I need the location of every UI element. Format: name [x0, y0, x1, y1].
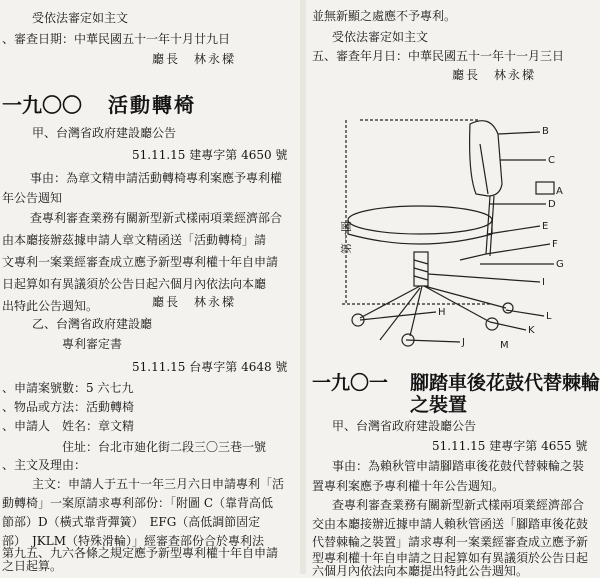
right-notice-title: 甲、台灣省政府建設廳公告 — [332, 419, 477, 433]
fig-label: J — [462, 337, 465, 348]
right-signature: 廳長 林永樑 — [452, 68, 537, 82]
patent-number-1900: 一九〇〇 — [2, 93, 82, 117]
right-body-line: 型專利權十年自申請之日起算如有異議須於公告日起 — [312, 551, 589, 565]
left-line-2: 、審查日期：中華民國五十一年十月廿九日 — [2, 32, 231, 46]
right-body-line: 六個月內依法向本廳提出特此公告週知。 — [312, 564, 529, 578]
patent-title-1901-line1: 腳踏車後花鼓代替棘輪 — [410, 372, 600, 394]
page-gutter — [300, 0, 306, 574]
item-decision: 、主文及理由： — [2, 458, 87, 472]
fig-label: D — [548, 199, 556, 210]
item-article: 、物品或方法：活動轉椅 — [2, 400, 135, 414]
right-body-line: 交由本廳接辦近據申請人賴秋管函送「腳踏車後花鼓 — [312, 517, 589, 531]
fig-label: B — [542, 126, 549, 137]
fig-label: C — [548, 155, 555, 166]
patent-title-1901-line2: 之裝置 — [410, 394, 468, 416]
left-signature-1: 廳長 林永樑 — [152, 52, 237, 66]
fig-vertical-label: 第一圖 — [340, 221, 353, 254]
fig-label: K — [528, 325, 535, 336]
fig-label: H — [438, 307, 446, 318]
notice1-ref: 51.11.15 建專字第 4650 號 — [132, 148, 288, 162]
right-body-line: 代替棘輪之裝置」請求專利一案業經審查成立應予新 — [312, 535, 589, 549]
swivel-chair-figure — [340, 104, 592, 350]
notice2-title: 乙、台灣省政府建設廳 — [32, 317, 153, 331]
notice1-title: 甲、台灣省政府建設廳公告 — [32, 126, 177, 140]
patent-number-1901: 一九〇一 — [312, 372, 389, 394]
fig-label: E — [542, 221, 549, 232]
notice2-ref: 51.11.15 台專字第 4648 號 — [132, 360, 288, 374]
right-subject-1: 事由：為賴秋管申請腳踏車後花鼓代替棘輪之裝 — [332, 459, 585, 473]
right-notice-ref: 51.11.15 建專字第 4655 號 — [432, 439, 588, 453]
item-applicant: 、申請人 姓名：章文精 — [2, 419, 135, 433]
notice1-body-line: 由本廳接辦茲據申請人章文精函送「活動轉椅」請 — [2, 233, 267, 247]
notice2-subtitle: 專利審定書 — [62, 337, 123, 351]
fig-label: L — [546, 311, 552, 322]
fig-label: A — [556, 186, 563, 197]
item-address: 住址：台北市廸化街二段三〇三巷一號 — [62, 440, 267, 454]
fig-label: M — [500, 340, 509, 350]
notice1-subject-2: 年公告週知 — [2, 191, 63, 205]
patent-title-1900: 活動轉椅 — [108, 93, 196, 117]
reason-line: 主文：申請人于五十一年三月六日申請專利「活 — [32, 477, 285, 491]
reason-line: 之日起算。 — [2, 559, 63, 573]
reason-line: 動轉椅」一案原請求專利部份：「附圖 C（靠背高低 — [2, 496, 273, 510]
fig-label: I — [542, 277, 545, 288]
right-line-3: 五、審查年月日：中華民國五十一年十一月三日 — [312, 49, 565, 63]
notice1-body-line: 出特此公告週知。 — [2, 299, 99, 313]
left-signature-2: 廳長 林永樑 — [152, 295, 237, 309]
right-line-1: 並無新顯之處應不予專利。 — [312, 9, 457, 23]
notice1-subject-1: 事由：為章文精申請活動轉椅專利案應予專利權 — [30, 171, 283, 185]
reason-line: 部） JKLM（特殊滑輪）」經審查部份合於專利法 — [2, 534, 265, 548]
right-line-2: 受依法審定如主文 — [332, 30, 429, 44]
right-body-line: 查專利審查業務有關新型新式樣兩項業經濟部合 — [332, 498, 585, 512]
item-application-number: 、申請案號數：5 六七九 — [2, 381, 134, 395]
chair-drawing — [340, 104, 592, 350]
fig-label: G — [556, 259, 564, 270]
left-line-1: 受依法審定如主文 — [32, 11, 129, 25]
notice1-body-line: 日起算如有異議須於公告日起六個月內依法向本廳 — [2, 277, 267, 291]
right-subject-2: 置專利案應予專利權十年公告週知。 — [312, 479, 505, 493]
notice1-body-line: 查專利審查業務有關新型新式樣兩項業經濟部合 — [30, 211, 283, 225]
reason-line: 第九五、九六各條之規定應予新型專利權十年自申請 — [2, 546, 279, 560]
notice1-body-line: 文專利一案業經審查成立應予新型專利權十年自申請 — [2, 255, 279, 269]
fig-label: F — [552, 239, 558, 250]
reason-line: 節部）D（橫式靠背彈簧） EFG（高低調節固定 — [2, 515, 261, 529]
